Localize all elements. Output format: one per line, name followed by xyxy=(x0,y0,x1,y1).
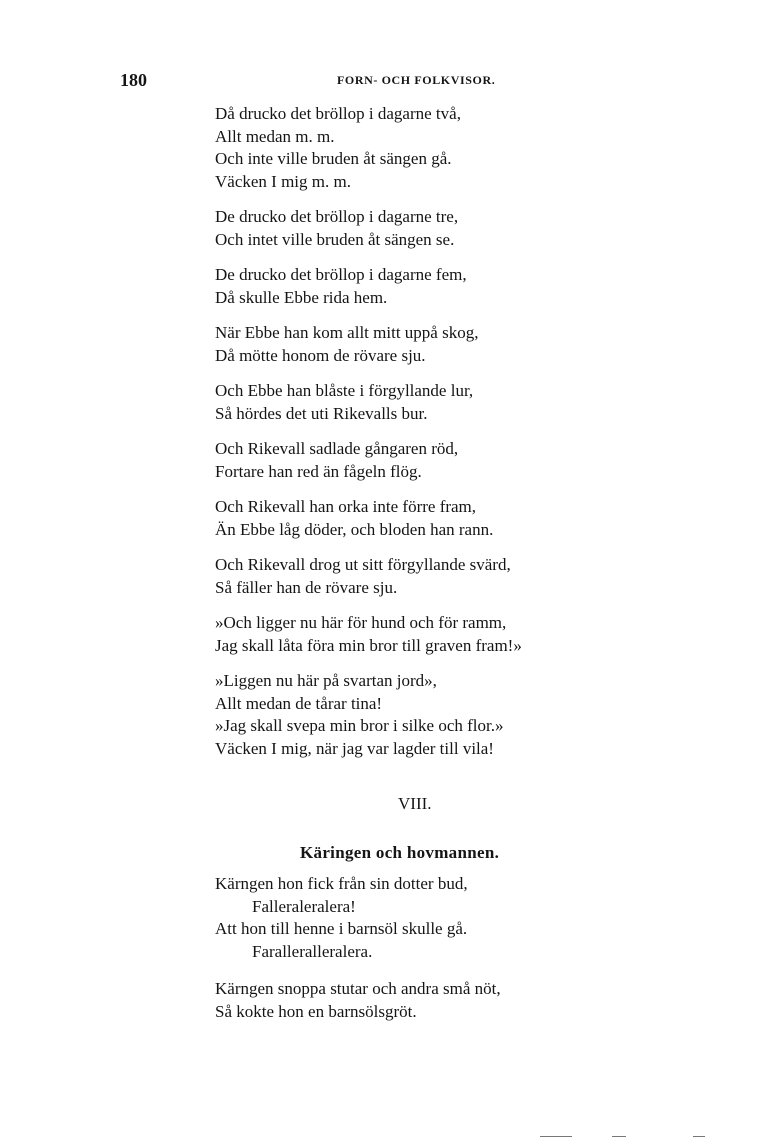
section-title: Käringen och hovmannen. xyxy=(300,843,500,862)
footer-rule xyxy=(693,1136,705,1137)
stanza xyxy=(215,322,635,367)
verse-line: »Liggen nu här på svartan jord», xyxy=(215,671,437,690)
stanza xyxy=(215,380,635,425)
verse-line: De drucko det bröllop i dagarne fem, xyxy=(215,265,467,284)
verse-line: Än Ebbe låg döder, och bloden han rann. xyxy=(215,519,494,539)
verse-line: Allt medan m. m. xyxy=(215,126,335,146)
verse-line: Så kokte hon en barnsölsgröt. xyxy=(215,1001,417,1021)
verse-line: Fortare han red än fågeln flög. xyxy=(215,461,422,481)
verse-section-1 xyxy=(215,103,635,773)
verse-line: Att hon till henne i barnsöl skulle gå. xyxy=(215,919,468,938)
verse-line: Och Rikevall drog ut sitt förgyllande svärd, xyxy=(215,555,511,574)
stanza xyxy=(215,103,635,193)
verse-line: Allt medan de tårar tina! xyxy=(215,693,383,713)
verse-line: »Och ligger nu här för hund och för ramm, xyxy=(215,613,507,632)
verse-line: Väcken I mig m. m. xyxy=(215,171,351,191)
verse-line: Kärngen hon fick från sin dotter bud, xyxy=(215,874,468,893)
verse-line: När Ebbe han kom allt mitt uppå skog, xyxy=(215,323,479,342)
verse-line: Och Rikevall sadlade gångaren röd, xyxy=(215,439,459,458)
verse-line: Då skulle Ebbe rida hem. xyxy=(215,287,388,307)
stanza xyxy=(215,978,635,1023)
footer-rule xyxy=(540,1136,572,1137)
stanza xyxy=(215,554,635,599)
verse-line: De drucko det bröllop i dagarne tre, xyxy=(215,207,459,226)
verse-line: Faralleralleralera. xyxy=(252,941,373,961)
stanza xyxy=(215,264,635,309)
verse-line: Och Ebbe han blåste i förgyllande lur, xyxy=(215,381,474,400)
verse-line: Då mötte honom de rövare sju. xyxy=(215,345,426,365)
verse-line: Och inte ville bruden åt sängen gå. xyxy=(215,149,452,168)
stanza xyxy=(215,670,635,760)
footer-rule xyxy=(612,1136,626,1137)
verse-section-2 xyxy=(215,873,635,1038)
section-number: VIII. xyxy=(398,794,432,813)
stanza xyxy=(215,438,635,483)
verse-line: »Jag skall svepa min bror i silke och flor.» xyxy=(215,716,504,735)
verse-line: Jag skall låta föra min bror till graven fram!» xyxy=(215,635,522,655)
verse-line: Så hördes det uti Rikevalls bur. xyxy=(215,403,428,423)
stanza xyxy=(215,206,635,251)
page-number: 180 xyxy=(120,70,147,90)
verse-line: Falleraleralera! xyxy=(252,896,356,916)
stanza xyxy=(215,873,635,963)
verse-line: Då drucko det bröllop i dagarne två, xyxy=(215,104,461,123)
verse-line: Så fäller han de rövare sju. xyxy=(215,577,398,597)
verse-line: Väcken I mig, när jag var lagder till vila! xyxy=(215,738,494,758)
verse-line: Och intet ville bruden åt sängen se. xyxy=(215,229,455,249)
stanza xyxy=(215,496,635,541)
verse-line: Kärngen snoppa stutar och andra små nöt, xyxy=(215,979,501,998)
running-head: FORN- OCH FOLKVISOR. xyxy=(337,73,496,87)
stanza xyxy=(215,612,635,657)
verse-line: Och Rikevall han orka inte förre fram, xyxy=(215,497,477,516)
